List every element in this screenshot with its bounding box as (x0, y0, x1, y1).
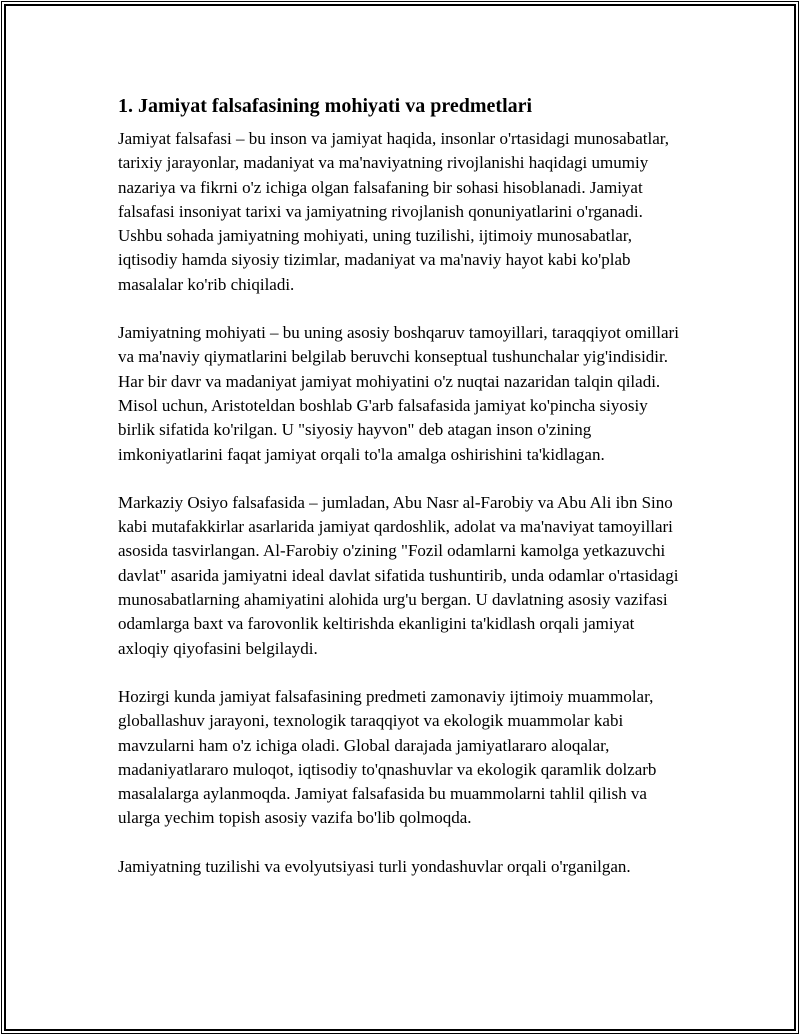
paragraph-4: Hozirgi kunda jamiyat falsafasining predmeti zamonaviy ijtimoiy muammolar, globallashuv jarayoni, texnologik taraqqiyot va ekologik muammolar kabi mavzularni ham o'z ichiga oladi. Global darajada jamiyatlararo aloqalar, madaniyatlararo muloqot, iqtisodiy to'qnashuvlar va ekologik qaramlik dolzarb masalalarga aylanmoqda. Jamiyat falsafasida bu muammolarni tahlil qilish va ularga yechim topish asosiy vazifa bo'lib qolmoqda. (118, 686, 657, 828)
paragraph-5: Jamiyatning tuzilishi va evolyutsiyasi turli yondashuvlar orqali o'rganilgan. (118, 856, 631, 876)
paragraph-2: Jamiyatning mohiyati – bu uning asosiy boshqaruv tamoyillari, taraqqiyot omillari va ma'naviy qiymatlarini belgilab beruvchi konseptual tushunchalar yig'indisidir. Har bir davr va madaniyat jamiyat mohiyatini o'z nuqtai nazaridan talqin qiladi. Misol uchun, Aristoteldan boshlab G'arb falsafasida jamiyat ko'pincha siyosiy birlik sifatida ko'rilgan. U "siyosiy hayvon" deb atagan inson o'zining imkoniyatlarini faqat jamiyat orqali to'la amalga oshirishini ta'kidlagan. (118, 323, 679, 464)
document-content (118, 92, 688, 903)
paragraph-3: Markaziy Osiyo falsafasida – jumladan, Abu Nasr al-Farobiy va Abu Ali ibn Sino kabi mutafakkirlar asarlarida jamiyat qardoshlik, adolat va ma'naviyat tamoyillari asosida tasvirlangan. Al-Farobiy o'zining "Fozil odamlarni kamolga yetkazuvchi davlat" asarida jamiyatni ideal davlat sifatida tushuntirib, unda odamlar o'rtasidagi munosabatlarning ahamiyatini alohida urg'u bergan. U davlatning asosiy vazifasi odamlarga baxt va farovonlik keltirishda ekanligini ta'kidlash orqali jamiyat axloqiy qiyofasini belgilaydi. (118, 492, 679, 658)
section-heading: 1. Jamiyat falsafasining mohiyati va predmetlari (118, 95, 533, 117)
paragraph-1: Jamiyat falsafasi – bu inson va jamiyat haqida, insonlar o'rtasidagi munosabatlar, tarixiy jarayonlar, madaniyat va ma'naviyatning rivojlanishi haqidagi umumiy nazariya va fikrni o'z ichiga olgan falsafaning bir sohasi hisoblanadi. Jamiyat falsafasi insoniyat tarixi va jamiyatning rivojlanish qonuniyatlarini o'rganadi. Ushbu sohada jamiyatning mohiyati, uning tuzilishi, ijtimoiy munosabatlar, iqtisodiy hamda siyosiy tizimlar, madaniyat va ma'naviy hayot kabi ko'plab masalalar ko'rib chiqiladi. (118, 129, 669, 294)
